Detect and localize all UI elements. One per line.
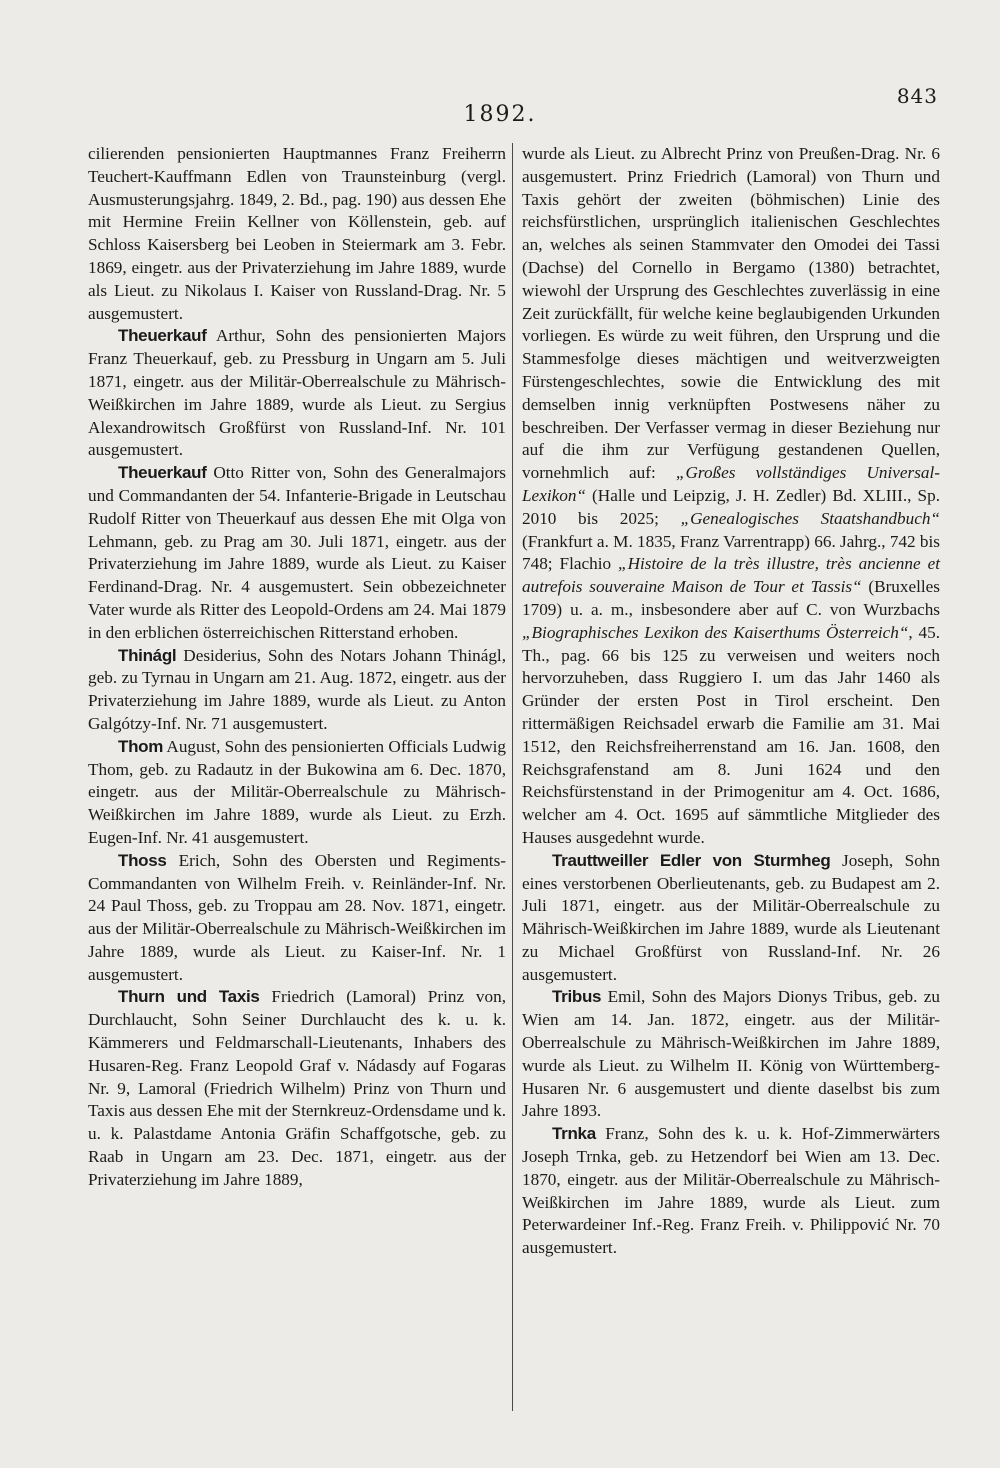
entry-surname: Theuerkauf [118,463,207,483]
entry-thurn-und-taxis [88,986,506,1191]
entry-text: wurde als Lieut. zu Albrecht Prinz von Preußen-Drag. Nr. 6 ausgemustert. Prinz Friedrich (Lamoral) von Thurn und Taxis gehört der zweiten (böhmischen) Linie des reichsfürstlichen, ursprünglich italienischen Geschlechtes an, welches als seinen Stammvater den Omodei dei Tassi (Dachse) del Cornello in Bergamo (1380) betrachtet, wiewohl der Ursprung des Geschlechtes zuverlässig in eine Zeit zurückfällt, für welche keine beglaubigenden Urkunden vorliegen. Es würde zu weit führen, den Ursprung und die Stammesfolge dieses mächtigen und weitverzweigten Fürstengeschlechtes, sowie die Entwicklung des mit demselben innig verknüpften Postwesens näher zu beschreiben. Der Verfasser vermag in dieser Beziehung nur auf die ihm zur Verfügung gestandenen Quellen, vornehmlich auf: [522,144,940,483]
reference-title: „Großes vollständiges Universal-Lexikon“ [522,463,940,505]
entry-text: Arthur, Sohn des pensionierten Majors Franz Theuerkauf, geb. zu Pressburg in Ungarn am 5. Juli 1871, eingetr. aus der Militär-Oberrealschule zu Mährisch-Weißkirchen im Jahre 1889, wurde als Lieut. zu Sergius Alexandrowitsch Großfürst von Russland-Inf. Nr. 101 ausgemustert. [88,326,506,460]
left-column [88,143,506,1192]
entry-text: Joseph, Sohn eines verstorbenen Oberlieutenants, geb. zu Budapest am 2. Juli 1871, eingetr. aus der Militär-Oberrealschule zu Mährisch-Weißkirchen im Jahre 1889, wurde als Lieutenant zu Michael Großfürst von Russland-Inf. Nr. 26 ausgemustert. [522,850,940,984]
entry-text: Desiderius, Sohn des Notars Johann Thinágl, geb. zu Tyrnau in Ungarn am 21. Aug. 1872, eingetr. aus der Privaterziehung im Jahre 1889, wurde als Lieut. zu Anton Galgótzy-Inf. Nr. 71 ausgemustert. [88,645,506,733]
entry-thinagl [88,645,506,736]
entry-text: Friedrich (Lamoral) Prinz von, Durchlaucht, Sohn Seiner Durchlaucht des k. u. k. Kämmerers und Feldmarschall-Lieutenants, Inhabers des Husaren-Reg. Franz Leopold Graf v. Nádasdy auf Fogaras Nr. 9, Lamoral (Friedrich Wilhelm) Prinz von Thurn und Taxis aus dessen Ehe mit der Sternkreuz-Ordensdame und k. u. k. Palastdame Antonia Gräfin Schaffgotsche, geb. zu Raab in Ungarn am 23. Dec. 1871, eingetr. aus der Privaterziehung im Jahre 1889, [88,987,506,1189]
entry-theuerkauf-arthur [88,325,506,462]
column-divider [512,143,513,1411]
entry-surname: Tribus [552,987,602,1007]
entry-surname: Trauttweiller Edler von Sturmheg [552,850,831,870]
entry-thom [88,736,506,850]
entry-surname: Thurn und Taxis [118,987,260,1007]
entry-text: Otto Ritter von, Sohn des Generalmajors und Commandanten der 54. Infanterie-Brigade in Leutschau Rudolf Ritter von Theuerkauf aus dessen Ehe mit Olga von Lehmann, geb. zu Prag am 30. Juli 1871, eingetr. aus der Privaterziehung im Jahre 1889, wurde als Lieut. zu Kaiser Ferdinand-Drag. Nr. 4 ausgemustert. Sein obbezeichneter Vater wurde als Ritter des Leopold-Ordens am 24. Mai 1879 in den erblichen österreichischen Ritterstand erhoben. [88,463,506,642]
entry-surname: Thinágl [118,645,177,665]
entry-text: Erich, Sohn des Obersten und Regiments-Commandanten von Wilhelm Freih. v. Reinländer-Inf. Nr. 24 Paul Thoss, geb. zu Troppau am 28. Nov. 1871, eingetr. aus der Militär-Oberrealschule zu Mährisch-Weißkirchen im Jahre 1889, wurde als Lieut. zu Kaiser-Inf. Nr. 1 ausgemustert. [88,850,506,984]
right-column [522,143,940,1260]
entry-text: , 45. Th., pag. 66 bis 125 zu verweisen und weiters noch hervorzuheben, dass Ruggiero I. um das Jahr 1460 als Gründer der ersten Post in Tirol erscheint. Den rittermäßigen Reichsadel erwarb die Familie am 31. Mai 1512, den Reichsfreiherrenstand am 16. Jan. 1608, den Reichsgrafenstand am 8. Juni 1624 und den Reichsfürstenstand in der Primogenitur am 4. Oct. 1686, welcher am 4. Oct. 1695 auf sämmtliche Mitglieder des Hauses ausgedehnt wurde. [522,622,940,847]
reference-title: „Histoire de la très illustre, très ancienne et autrefois souveraine Maison de Tour et Tassis“ [522,554,940,597]
page-number: 843 [896,84,938,108]
reference-title: „Biographisches Lexikon des Kaiserthums Österreich“ [522,622,909,642]
entry-surname: Theuerkauf [118,326,207,346]
entry-thoss [88,850,506,987]
entry-text: (Bruxelles 1709) u. a. m., insbesondere aber auf C. von Wurzbachs [522,577,940,619]
reference-title: „Genealogisches Staatshandbuch“ [680,508,940,528]
entry-surname: Thoss [118,850,167,870]
entry-tribus [522,986,940,1123]
entry-trauttweiller [522,850,940,987]
entry-text: Franz, Sohn des k. u. k. Hof-Zimmerwärters Joseph Trnka, geb. zu Hetzendorf bei Wien am 13. Dec. 1870, eingetr. aus der Militär-Oberrealschule zu Mährisch-Weißkirchen im Jahre 1889, wurde als Lieut. zum Peterwardeiner Inf.-Reg. Franz Freih. v. Philippović Nr. 70 ausgemustert. [522,1124,940,1258]
entry-continuation [522,143,940,850]
entry-continuation [88,143,506,325]
entry-theuerkauf-otto [88,462,506,644]
entry-text: August, Sohn des pensionierten Officials Ludwig Thom, geb. zu Radautz in der Bukowina am 6. Dec. 1870, eingetr. aus der Militär-Oberrealschule zu Mährisch-Weißkirchen im Jahre 1889, wurde als Lieut. zu Erzh. Eugen-Inf. Nr. 41 ausgemustert. [88,736,506,847]
entry-trnka [522,1123,940,1260]
entry-text: cilierenden pensionierten Hauptmannes Franz Freiherrn Teuchert-Kauffmann Edlen von Traunsteinburg (vergl. Ausmusterungsjahrg. 1849, 2. Bd., pag. 190) aus dessen Ehe mit Hermine Freiin Kellner von Köllenstein, geb. auf Schloss Kaisersberg bei Leoben in Steiermark am 3. Febr. 1869, eingetr. aus der Privaterziehung im Jahre 1889, wurde als Lieut. zu Nikolaus I. Kaiser von Russland-Drag. Nr. 5 ausgemustert. [88,144,506,323]
entry-text: (Frankfurt a. M. 1835, Franz Varrentrapp) 66. Jahrg., 742 bis 748; Flachio [522,531,940,574]
entry-text: Emil, Sohn des Majors Dionys Tribus, geb. zu Wien am 14. Jan. 1872, eingetr. aus der Militär-Oberrealschule zu Mährisch-Weißkirchen im Jahre 1889, wurde als Lieut. zu Wilhelm II. König von Württemberg-Husaren Nr. 6 ausgemustert und diente daselbst bis zum Jahre 1893. [522,987,940,1121]
entry-text: (Halle und Leipzig, J. H. Zedler) Bd. XLIII., Sp. 2010 bis 2025; [522,485,940,528]
entry-surname: Trnka [552,1124,596,1144]
entry-surname: Thom [118,736,164,756]
running-header-year: 1892. [463,102,537,127]
